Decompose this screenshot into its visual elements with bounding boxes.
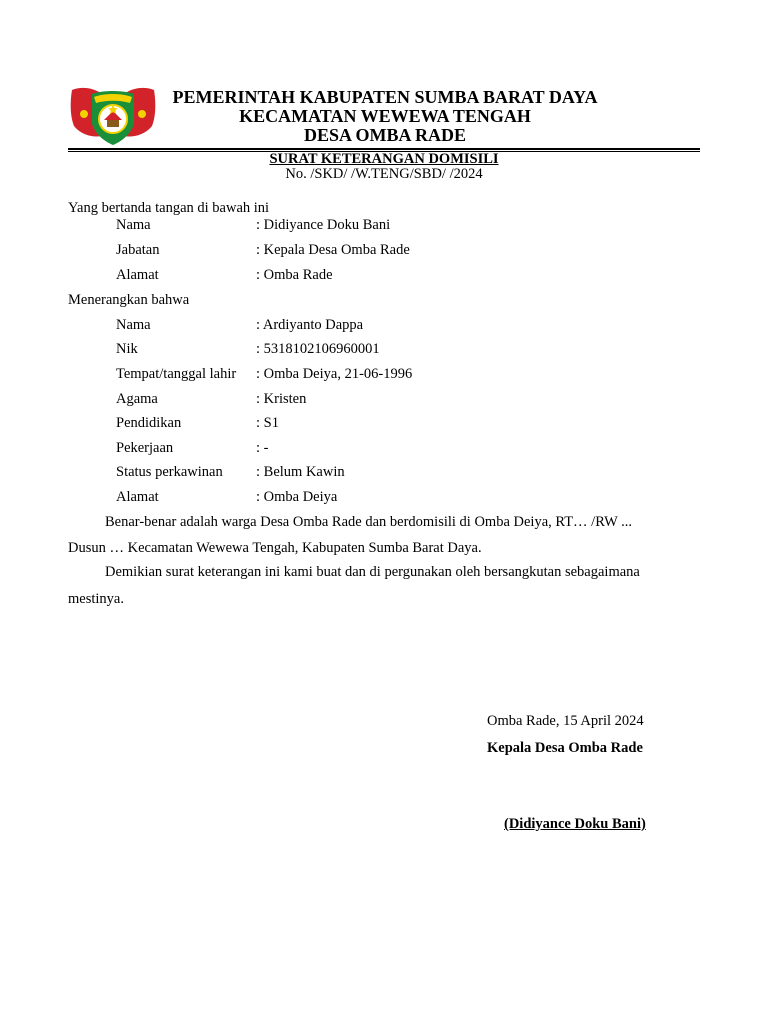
intro-text: Yang bertanda tangan di bawah ini: [68, 200, 270, 216]
document-number: No. /SKD/ /W.TENG/SBD/ /2024: [285, 166, 483, 182]
letterhead-rule-thick: [68, 148, 700, 150]
kop-line-1: PEMERINTAH KABUPATEN SUMBA BARAT DAYA: [172, 87, 598, 107]
paragraph-closing-line2: mestinya.: [68, 591, 124, 607]
paragraph-domicile-line2: Dusun … Kecamatan Wewewa Tengah, Kabupaten Sumba Barat Daya.: [68, 540, 482, 556]
subject-label: Alamat: [116, 489, 159, 505]
signature-position: Kepala Desa Omba Rade: [487, 740, 643, 756]
subject-value: : Belum Kawin: [256, 464, 345, 480]
signer-label: Jabatan: [116, 242, 160, 258]
subject-value: : -: [256, 440, 269, 456]
signer-value: : Omba Rade: [256, 267, 333, 283]
paragraph-closing-line1: Demikian surat keterangan ini kami buat dan di pergunakan oleh bersangkutan sebagaimana: [105, 564, 640, 580]
subject-label: Nik: [116, 341, 138, 357]
regency-emblem-icon: [68, 84, 158, 148]
subject-label: Nama: [116, 317, 151, 333]
middle-text: Menerangkan bahwa: [68, 292, 190, 308]
signer-value: : Didiyance Doku Bani: [256, 217, 391, 233]
subject-value: : S1: [256, 415, 279, 431]
subject-label: Tempat/tanggal lahir: [116, 366, 237, 382]
signature-name: (Didiyance Doku Bani): [504, 816, 646, 832]
subject-value: : 5318102106960001: [256, 341, 380, 357]
subject-label: Status perkawinan: [116, 464, 223, 480]
subject-value: : Ardiyanto Dappa: [256, 317, 364, 333]
subject-value: : Omba Deiya: [256, 489, 338, 505]
subject-value: : Omba Deiya, 21-06-1996: [256, 366, 413, 382]
signature-place-date: Omba Rade, 15 April 2024: [487, 713, 644, 729]
document-title: SURAT KETERANGAN DOMISILI: [269, 151, 499, 167]
kop-line-3: DESA OMBA RADE: [303, 125, 467, 145]
subject-value: : Kristen: [256, 391, 307, 407]
subject-label: Agama: [116, 391, 158, 407]
signer-label: Nama: [116, 217, 151, 233]
signer-value: : Kepala Desa Omba Rade: [256, 242, 410, 258]
subject-label: Pendidikan: [116, 415, 182, 431]
signer-label: Alamat: [116, 267, 159, 283]
kop-line-2: KECAMATAN WEWEWA TENGAH: [239, 106, 531, 126]
subject-label: Pekerjaan: [116, 440, 174, 456]
paragraph-domicile-line1: Benar-benar adalah warga Desa Omba Rade dan berdomisili di Omba Deiya, RT… /RW ...: [105, 514, 632, 530]
